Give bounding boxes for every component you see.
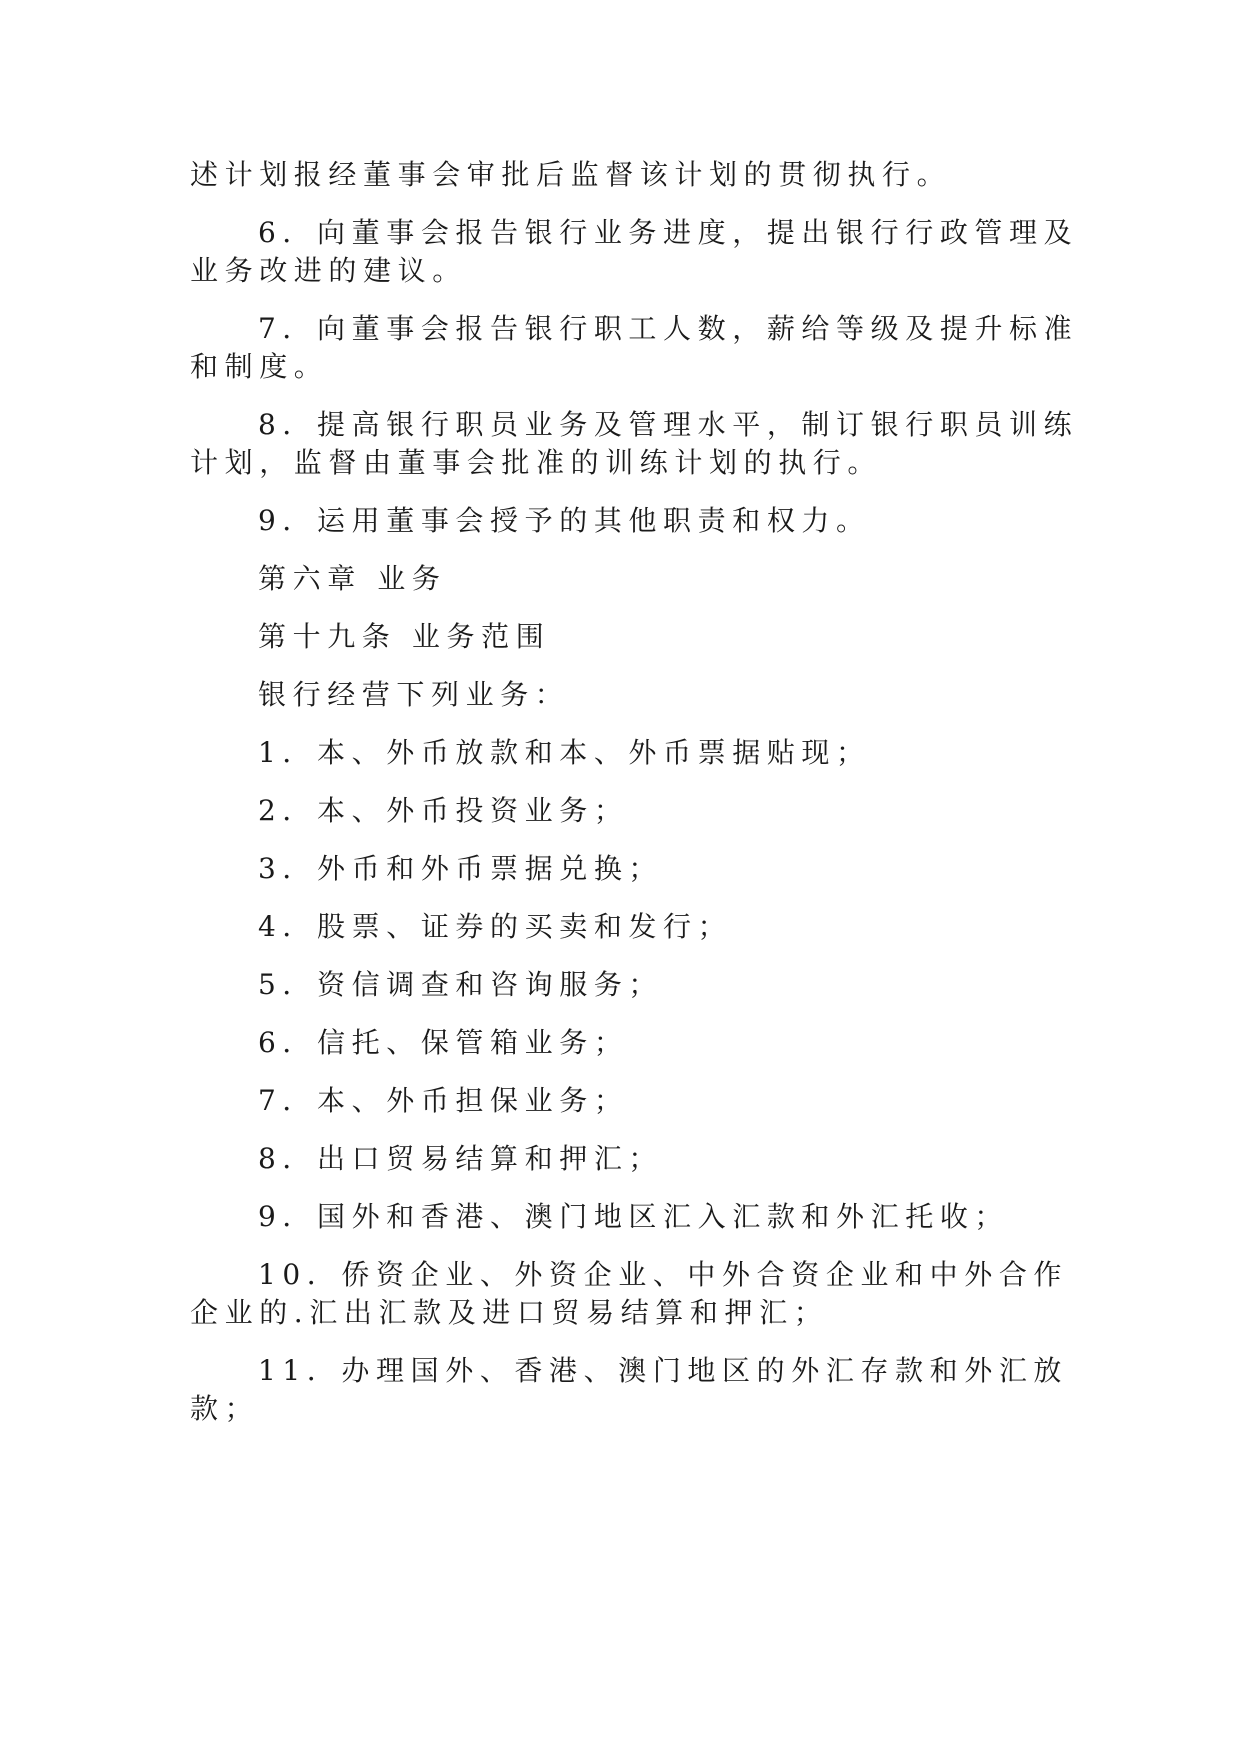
list-item-text: 10．侨资企业、外资企业、中外合资企业和中外合作 xyxy=(258,1258,1069,1291)
list-item-text: 9．国外和香港、澳门地区汇入汇款和外汇托收； xyxy=(258,1200,1010,1233)
intro-text: 银行经营下列业务： xyxy=(258,678,570,711)
list-item-text: 7．本、外币担保业务； xyxy=(258,1084,629,1117)
list-item-text: 8．出口贸易结算和押汇； xyxy=(258,1142,664,1175)
text-line: 业务改进的建议。 xyxy=(190,254,467,287)
list-item-text: 6．信托、保管箱业务； xyxy=(258,1026,629,1059)
list-item-text: 4．股票、证券的买卖和发行； xyxy=(258,910,733,943)
chapter-heading: 第六章 业务 xyxy=(258,562,447,595)
text-line: 述计划报经董事会审批后监督该计划的贯彻执行。 xyxy=(190,158,952,191)
list-item-text: 6．向董事会报告银行业务进度，提出银行行政管理及 xyxy=(258,216,1079,249)
document-body xyxy=(190,156,1079,1428)
list-item-text: 11．办理国外、香港、澳门地区的外汇存款和外汇放 xyxy=(258,1354,1069,1387)
list-item-text: 5．资信调查和咨询服务； xyxy=(258,968,664,1001)
list-item-text: 2．本、外币投资业务； xyxy=(258,794,629,827)
text-line: 计划，监督由董事会批准的训练计划的执行。 xyxy=(190,446,883,479)
list-item-text: 3．外币和外币票据兑换； xyxy=(258,852,664,885)
list-item-text: 1．本、外币放款和本、外币票据贴现； xyxy=(258,736,871,769)
list-item-text: 7．向董事会报告银行职工人数，薪给等级及提升标准 xyxy=(258,312,1079,345)
text-line: 企业的.汇出汇款及进口贸易结算和押汇； xyxy=(190,1296,829,1329)
text-line: 款； xyxy=(190,1392,260,1425)
list-item-text: 8．提高银行职员业务及管理水平，制订银行职员训练 xyxy=(258,408,1079,441)
text-line: 和制度。 xyxy=(190,350,329,383)
article-heading: 第十九条 业务范围 xyxy=(258,620,551,653)
list-item-text: 9．运用董事会授予的其他职责和权力。 xyxy=(258,504,871,537)
